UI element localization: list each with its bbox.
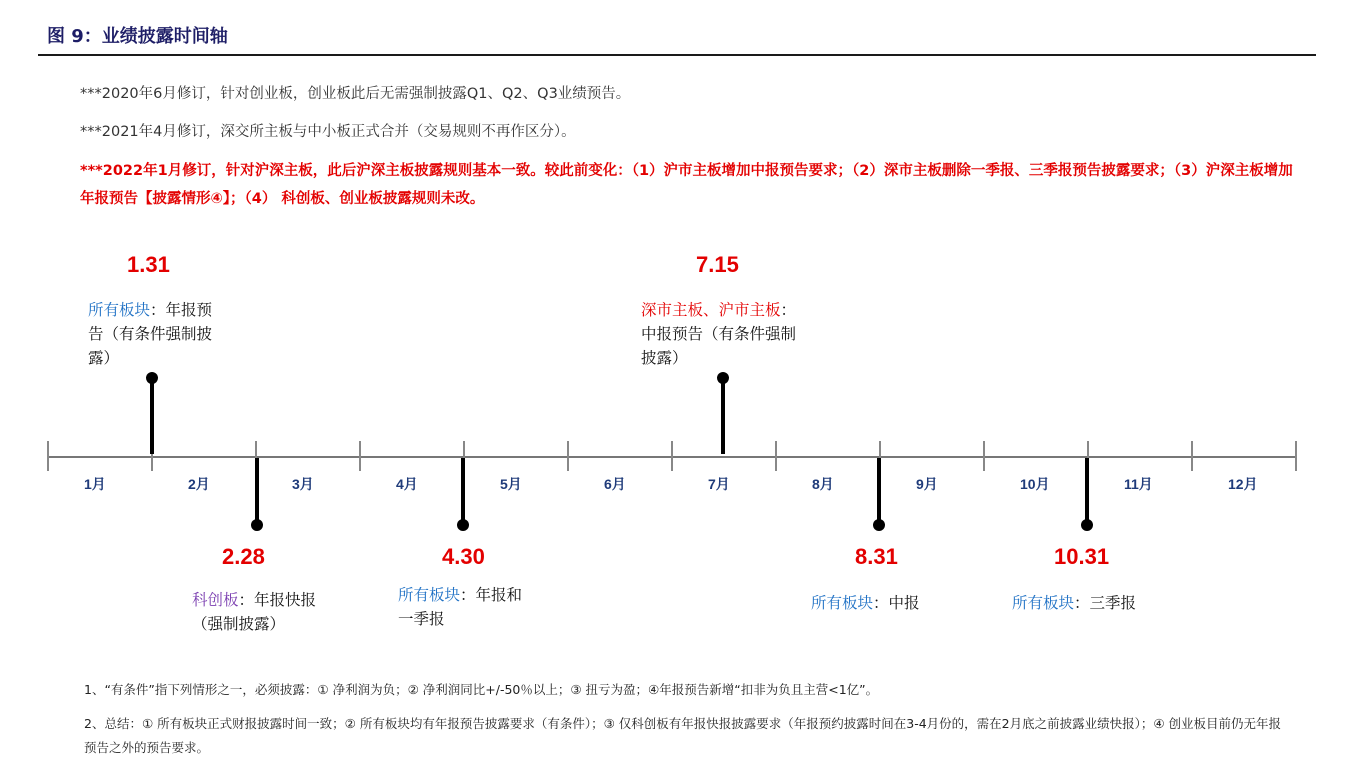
footnote-2: 2、总结：① 所有板块正式财报披露时间一致；② 所有板块均有年报预告披露要求（有条件）；③ 仅科创板有年报快报披露要求（年报预约披露时间在3-4月份的，需在2月底之前披露业绩快报）；④ 创业板目前仍无年报预告之外的预告要求。	[84, 716, 1282, 755]
revision-note-2022: ***2022年1月修订，针对沪深主板，此后沪深主板披露规则基本一致。较此前变化：（1）沪市主板增加中报预告要求；（2）深市主板删除一季报、三季报预告披露要求；（3）沪深主板增加年报预告【披露情形④】；（4） 科创板、创业板披露规则未改。	[80, 163, 1293, 207]
axis-tick	[1295, 441, 1297, 471]
event-stem-7-15	[721, 376, 725, 454]
event-text: ：年报预告（有条件强制披露）	[88, 301, 213, 367]
event-stem-4-30	[461, 458, 465, 524]
event-text: ：三季报	[1074, 594, 1137, 612]
axis-tick	[671, 441, 673, 471]
event-stem-1-31	[150, 376, 154, 454]
board-label: 所有板块	[88, 301, 151, 319]
event-text: ：中报	[873, 594, 920, 612]
event-date-4-30: 4.30	[442, 544, 485, 569]
axis-tick	[567, 441, 569, 471]
month-label: 9月	[916, 476, 938, 492]
event-date-7-15: 7.15	[696, 252, 739, 277]
month-label: 8月	[812, 476, 834, 492]
axis-tick	[1191, 441, 1193, 471]
month-label: 12月	[1228, 476, 1258, 492]
event-desc-4-30	[398, 583, 526, 631]
board-label: 科创板	[192, 591, 239, 609]
event-text: ：中报预告（有条件强制披露）	[641, 301, 797, 367]
event-desc-1-31	[88, 298, 218, 370]
month-label: 7月	[708, 476, 730, 492]
event-text: ：年报和一季报	[398, 586, 523, 628]
title-divider	[38, 54, 1316, 56]
event-date-8-31: 8.31	[855, 544, 898, 569]
event-date-10-31: 10.31	[1054, 544, 1110, 569]
event-stem-8-31	[877, 458, 881, 524]
footnote-1: 1、“有条件”指下列情形之一，必须披露：① 净利润为负；② 净利润同比+/-50％以上；③ 扭亏为盈；④年报预告新增“扣非为负且主营<1亿”。	[84, 682, 879, 697]
board-label: 所有板块	[1012, 594, 1075, 612]
revision-note-2021: ***2021年4月修订，深交所主板与中小板正式合并（交易规则不再作区分）。	[80, 124, 576, 140]
board-label: 所有板块	[398, 586, 461, 604]
event-stem-2-28	[255, 458, 259, 524]
event-desc-2-28	[192, 588, 337, 636]
month-label: 11月	[1124, 476, 1153, 492]
event-marker-8-31	[873, 519, 885, 531]
event-text: ：年报快报（强制披露）	[192, 591, 317, 633]
month-label: 6月	[604, 476, 626, 492]
revision-note-2020: ***2020年6月修订，针对创业板，创业板此后无需强制披露Q1、Q2、Q3业绩预告。	[80, 86, 631, 102]
axis-tick	[775, 441, 777, 471]
axis-tick	[983, 441, 985, 471]
event-marker-2-28	[251, 519, 263, 531]
month-label: 10月	[1020, 476, 1050, 492]
axis-tick	[359, 441, 361, 471]
event-marker-10-31	[1081, 519, 1093, 531]
event-date-1-31: 1.31	[127, 252, 170, 277]
figure-title: 图 9：业绩披露时间轴	[47, 26, 228, 47]
month-label: 5月	[500, 476, 522, 492]
event-date-2-28: 2.28	[222, 544, 265, 569]
event-stem-10-31	[1085, 458, 1089, 524]
month-label: 1月	[84, 476, 106, 492]
month-label: 3月	[292, 476, 314, 492]
event-marker-4-30	[457, 519, 469, 531]
board-label: 深市主板、沪市主板	[641, 301, 781, 319]
month-label: 2月	[188, 476, 210, 492]
axis-tick	[47, 441, 49, 471]
event-desc-8-31	[811, 591, 971, 615]
event-desc-10-31	[1012, 591, 1162, 615]
board-label: 所有板块	[811, 594, 874, 612]
event-desc-7-15	[641, 298, 811, 370]
month-label: 4月	[396, 476, 418, 492]
